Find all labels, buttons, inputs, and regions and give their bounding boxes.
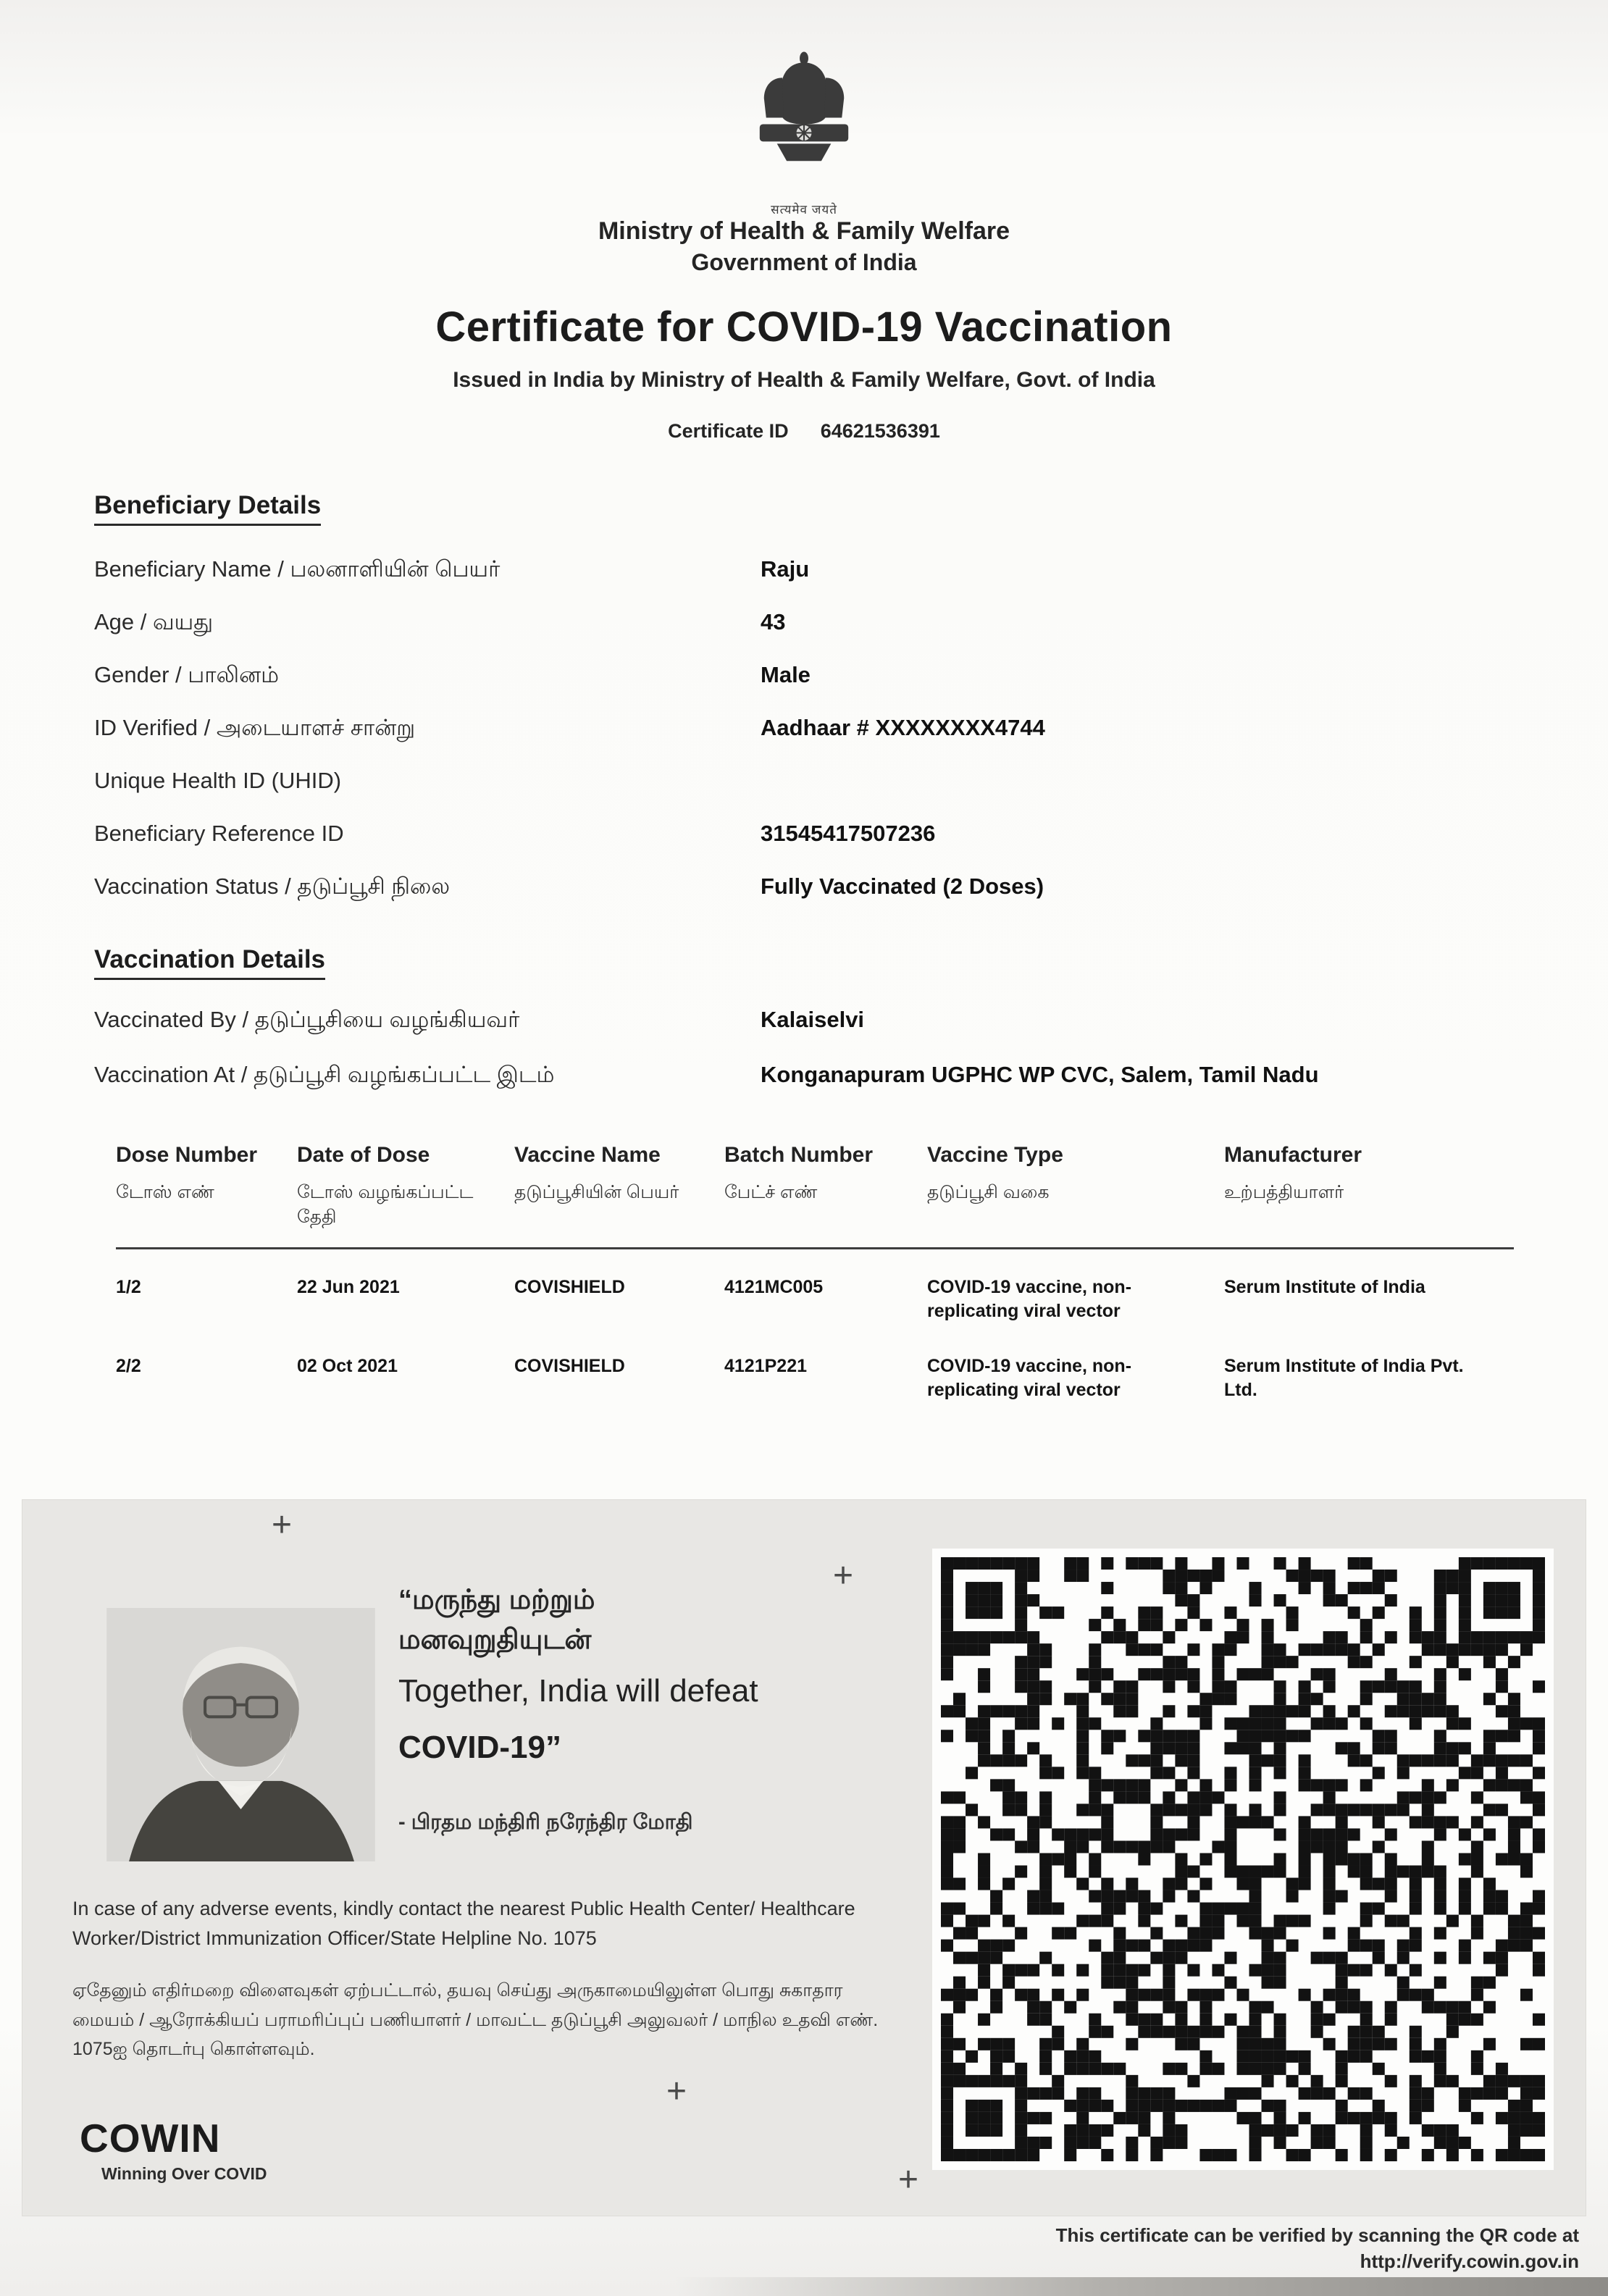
plus-mark: + — [666, 2072, 687, 2111]
col-batch-number: Batch Number — [724, 1143, 874, 1167]
beneficiary-details-heading: Beneficiary Details — [94, 491, 321, 526]
gender-value: Male — [761, 662, 811, 687]
beneficiary-name-label: Beneficiary Name / பலனாளியின் பெயர் — [94, 556, 501, 582]
vaccination-details-heading: Vaccination Details — [94, 945, 325, 980]
beneficiary-fields — [94, 556, 1543, 926]
dose1-date: 22 Jun 2021 — [297, 1277, 400, 1297]
quote-attribution: - பிரதம மந்திரி நரேந்திர மோதி — [398, 1811, 693, 1835]
dose2-manufacturer: Serum Institute of India Pvt. Ltd. — [1224, 1356, 1464, 1400]
col-dose-number: Dose Number — [116, 1143, 258, 1167]
vaccination-status-label: Vaccination Status / தடுப்பூசி நிலை — [94, 873, 451, 899]
plus-mark: + — [272, 1506, 293, 1544]
col-batch-number-ta: பேட்ச் எண் — [724, 1182, 818, 1202]
certificate-id-row — [0, 420, 1608, 443]
dose2-date: 02 Oct 2021 — [297, 1356, 398, 1376]
col-date-of-dose-ta: டோஸ் வழங்கப்பட்ட தேதி — [297, 1182, 474, 1227]
table-header-divider — [116, 1247, 1514, 1249]
dose1-number: 1/2 — [116, 1277, 141, 1297]
reference-id-label: Beneficiary Reference ID — [94, 821, 344, 846]
dose-table — [116, 1143, 1514, 1402]
issued-line: Issued in India by Ministry of Health & Family Welfare, Govt. of India — [453, 368, 1155, 392]
col-date-of-dose: Date of Dose — [297, 1143, 430, 1167]
plus-mark: + — [833, 1556, 854, 1595]
age-value: 43 — [761, 609, 786, 634]
quote-block — [398, 1580, 758, 1837]
verify-line2: http://verify.cowin.gov.in — [1360, 2250, 1579, 2273]
gender-label: Gender / பாலினம் — [94, 662, 280, 687]
certificate-id-label: Certificate ID — [668, 420, 789, 442]
vaccinated-by-label: Vaccinated By / தடுப்பூசியை வழங்கியவர் — [94, 1007, 520, 1032]
plus-mark: + — [898, 2161, 919, 2199]
dose1-vaccine: COVISHIELD — [514, 1277, 625, 1297]
verify-line1: This certificate can be verified by scanning the QR code at — [1055, 2224, 1579, 2246]
verify-note — [1056, 2222, 1579, 2275]
pm-photo — [105, 1608, 377, 1861]
ministry-name: Ministry of Health & Family Welfare — [598, 217, 1010, 245]
qr-code — [932, 1549, 1554, 2170]
vaccination-at-value: Konganapuram UGPHC WP CVC, Salem, Tamil Nadu — [761, 1062, 1319, 1087]
reference-id-value: 31545417507236 — [761, 821, 936, 846]
col-manufacturer-ta: உற்பத்தியாளர் — [1224, 1182, 1344, 1202]
uhid-label: Unique Health ID (UHID) — [94, 768, 342, 793]
vaccinated-by-value: Kalaiselvi — [761, 1007, 865, 1032]
ashoka-emblem-icon — [750, 51, 858, 196]
dose2-vaccine: COVISHIELD — [514, 1356, 625, 1376]
col-dose-number-ta: டோஸ் எண் — [116, 1182, 214, 1202]
dose2-type: COVID-19 vaccine, non-replicating viral vector — [927, 1356, 1132, 1400]
cowin-banner — [22, 1499, 1586, 2216]
scan-shadow-artifact — [675, 2277, 1608, 2296]
uhid-value — [761, 768, 1543, 821]
national-emblem — [746, 51, 862, 217]
quote-tamil-line2: மனவுறுதியுடன் — [398, 1625, 592, 1656]
col-vaccine-type-ta: தடுப்பூசி வகை — [927, 1182, 1050, 1202]
dose1-batch: 4121MC005 — [724, 1277, 824, 1297]
certificate-title: Certificate for COVID-19 Vaccination — [435, 303, 1173, 351]
age-label: Age / வயது — [94, 609, 214, 634]
quote-tamil-line1: “மருந்து மற்றும் — [398, 1585, 595, 1615]
dose2-number: 2/2 — [116, 1356, 141, 1376]
cowin-logo-tagline: Winning Over COVID — [101, 2164, 267, 2183]
quote-english-line1: Together, India will defeat — [398, 1673, 758, 1709]
col-manufacturer: Manufacturer — [1224, 1143, 1362, 1167]
vaccination-status-value: Fully Vaccinated (2 Doses) — [761, 873, 1044, 899]
vaccination-at-label: Vaccination At / தடுப்பூசி வழங்கப்பட்ட இடம் — [94, 1062, 555, 1087]
qr-code-pattern — [941, 1557, 1545, 2161]
advisory-english: In case of any adverse events, kindly contact the nearest Public Health Center/ Healthcare Worker/District Immunization Officer/State Helpline No. 1075 — [72, 1898, 855, 1949]
emblem-motto: सत्यमेव जयते — [771, 203, 837, 217]
cowin-logo-text: COWIN — [80, 2116, 221, 2161]
cowin-logo — [80, 2115, 267, 2184]
id-verified-label: ID Verified / அடையாளச் சான்று — [94, 715, 416, 740]
col-vaccine-type: Vaccine Type — [927, 1143, 1063, 1167]
dose1-type: COVID-19 vaccine, non-replicating viral vector — [927, 1277, 1132, 1321]
dose1-manufacturer: Serum Institute of India — [1224, 1277, 1425, 1297]
col-vaccine-name: Vaccine Name — [514, 1143, 661, 1167]
government-name: Government of India — [691, 249, 917, 275]
quote-english-line2: COVID-19” — [398, 1730, 561, 1766]
id-verified-value: Aadhaar # XXXXXXXX4744 — [761, 715, 1045, 740]
beneficiary-name-value: Raju — [761, 556, 810, 582]
vaccination-fields — [94, 1007, 1543, 1117]
certificate-id-value: 64621536391 — [820, 420, 940, 442]
advisory-tamil: ஏதேனும் எதிர்மறை விளைவுகள் ஏற்பட்டால், தயவு செய்து அருகாமையிலுள்ள பொது சுகாதார மையம் / ஆரோக்கியப் பராமரிப்புப் பணியாளர் / மாவட்ட தடுப்பூசி அலுவலர் / மாநில உதவி எண். 1075ஐ தொடர்பு கொள்ளவும். — [72, 1980, 879, 2059]
dose2-batch: 4121P221 — [724, 1356, 808, 1376]
col-vaccine-name-ta: தடுப்பூசியின் பெயர் — [514, 1182, 679, 1202]
